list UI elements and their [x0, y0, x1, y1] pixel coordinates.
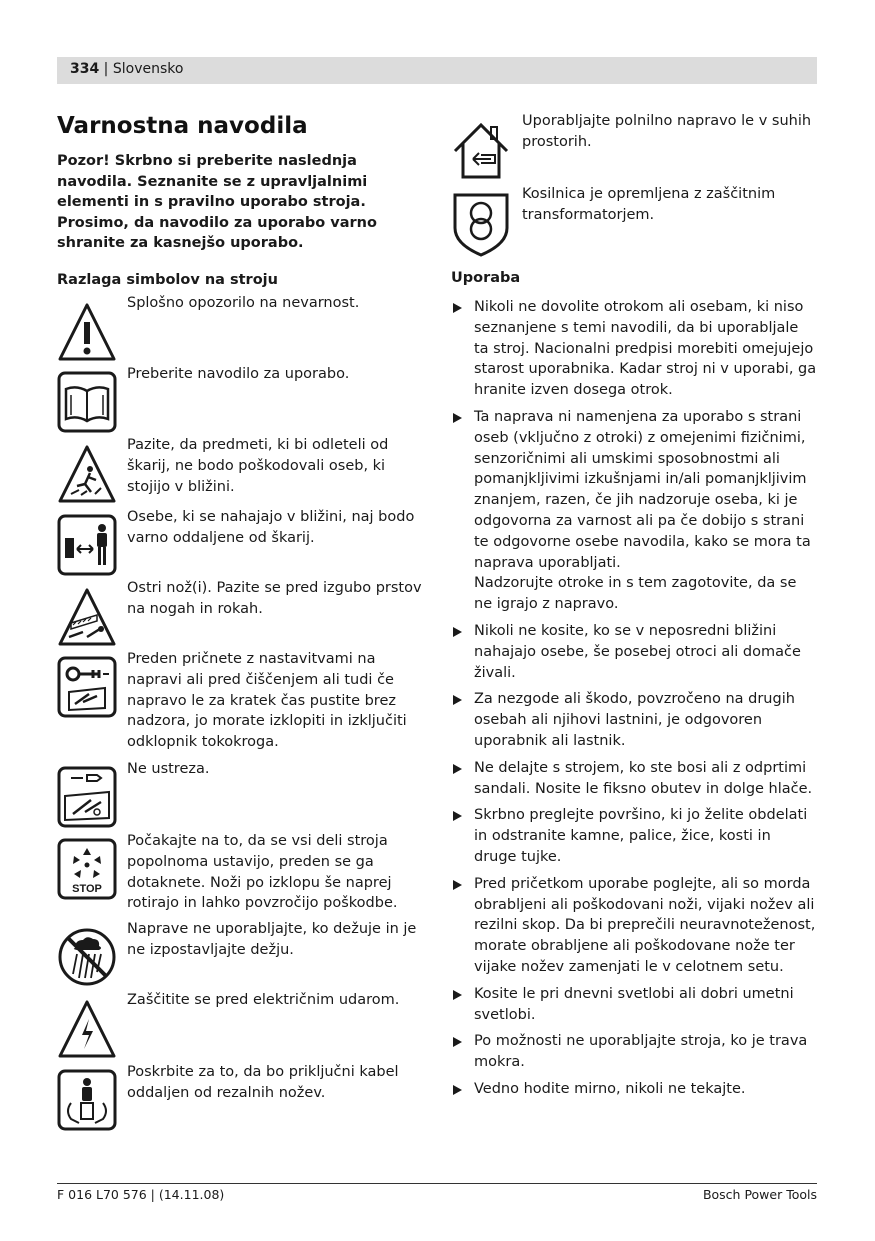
disconnect-plug-icon — [57, 656, 117, 718]
symbol-row — [57, 651, 427, 751]
footer-brand: Bosch Power Tools — [702, 1187, 817, 1202]
symbol-text: Splošno opozorilo na nevarnost. — [127, 295, 360, 311]
list-item: Kosite le pri dnevni svetlobi ali dobri umetni svetlobi. — [451, 984, 817, 1026]
list-item: Po možnosti ne uporabljajte stroja, ko je trava mokra. — [451, 1031, 817, 1073]
symbol-text: Preden pričnete z nastavitvami na napravi ali pred čiščenjem ali tudi če napravo le za kratek čas pustite brez nadzora, jo morate izklopiti in izključiti odklopnik tokokroga. — [127, 651, 407, 751]
bullet-triangle-icon — [453, 1085, 462, 1095]
wait-stop-icon — [57, 838, 117, 900]
electric-shock-icon — [57, 997, 117, 1059]
page-header — [57, 57, 817, 84]
footer-divider — [57, 1183, 817, 1184]
symbol-text: Pazite, da predmeti, ki bi odleteli od škarij, ne bodo poškodovali oseb, ki stojijo v bližini. — [127, 437, 389, 495]
bullet-triangle-icon — [453, 811, 462, 821]
bullet-triangle-icon — [453, 764, 462, 774]
sharp-blades-icon — [57, 585, 117, 647]
symbol-text: Ne ustreza. — [127, 761, 210, 777]
bullet-triangle-icon — [453, 695, 462, 705]
symbol-row — [57, 295, 427, 364]
page-number: 334 — [70, 61, 100, 77]
symbol-text: Ostri nož(i). Pazite se pred izgubo prstov na nogah in rokah. — [127, 580, 422, 617]
indoor-dry-icon — [451, 119, 511, 185]
bullet-triangle-icon — [453, 1037, 462, 1047]
bullet-triangle-icon — [453, 303, 462, 313]
list-item: Nikoli ne kosite, ko se v neposredni bližini nahajajo osebe, še posebej otroci ali domače živali. — [451, 621, 817, 683]
symbol-text: Počakajte na to, da se vsi deli stroja popolnoma ustavijo, preden se ga dotaknete. Noži po izklopu še naprej rotirajo in lahko povzročijo poškodbe. — [127, 833, 398, 912]
list-item: Za nezgode ali škodo, povzročeno na drugih osebah ali njihovi lastnini, je odgovoren uporabnik ali lastnik. — [451, 689, 817, 751]
right-symbol-text: Uporabljajte polnilno napravo le v suhih prostorih. — [522, 113, 812, 150]
keep-distance-icon — [57, 514, 117, 576]
symbol-row — [57, 1064, 427, 1133]
right-symbol-text: Kosilnica je opremljena z zaščitnim transformatorjem. — [522, 186, 776, 223]
symbols-heading: Razlaga simbolov na stroju — [57, 272, 278, 288]
list-item: Ta naprava ni namenjena za uporabo s strani oseb (vključno z otroki) z omejenimi fizičnimi, senzoričnimi ali umskimi sposobnostmi ali pomanjkljivimi izkušnjami in/ali pomanjkljivim znanjem, razen, če jih nadzoruje oseba, ki je odgovorna za varnost ali pa če dobijo s strani te odgovorne osebe navodila, kako se mora ta naprava uporabljati. Nadzorujte otroke in s tem zagotovite, da se ne igrajo z napravo. — [451, 407, 817, 615]
list-item: Vedno hodite mirno, nikoli ne tekajte. — [451, 1079, 817, 1100]
list-item: Ne delajte s strojem, ko ste bosi ali z odprtimi sandali. Nosite le fiksno obutev in dolge hlače. — [451, 758, 817, 800]
symbol-row — [57, 437, 427, 506]
symbol-text: Preberite navodilo za uporabo. — [127, 366, 350, 382]
header-language: Slovensko — [112, 61, 184, 77]
symbol-row — [57, 580, 427, 649]
read-manual-icon — [57, 371, 117, 433]
intro-text: Pozor! Skrbno si preberite naslednja navodila. Seznanite se z upravljalnimi elementi in s pravilno uporabo stroja. Prosimo, da navodilo za uporabo varno shranite za kasnejšo uporabo. — [57, 153, 377, 251]
cable-away-icon — [57, 1069, 117, 1131]
flying-objects-icon — [57, 442, 117, 504]
symbol-row — [57, 366, 427, 435]
symbol-text: Poskrbite za to, da bo priključni kabel oddaljen od rezalnih nožev. — [127, 1064, 399, 1101]
right-symbol-row — [451, 186, 821, 258]
bullet-triangle-icon — [453, 413, 462, 423]
symbol-text: Naprave ne uporabljajte, ko dežuje in je ne izpostavljajte dežju. — [127, 921, 417, 958]
bullet-triangle-icon — [453, 627, 462, 637]
bullet-triangle-icon — [453, 990, 462, 1000]
list-item: Skrbno preglejte površino, ki jo želite obdelati in odstranite kamne, palice, žice, kosti in druge tujke. — [451, 805, 817, 867]
usage-list — [451, 297, 817, 1106]
stop-label: STOP — [72, 883, 102, 895]
no-rain-icon — [57, 926, 117, 988]
list-item: Nikoli ne dovolite otrokom ali osebam, ki niso seznanjene s temi navodili, da bi uporabljale ta stroj. Nacionalni predpisi morebiti omejujejo starost uporabnika. Kadar stroj ni v uporabi, ga hranite izven dosega otrok. — [451, 297, 817, 401]
bullet-triangle-icon — [453, 880, 462, 890]
symbol-row — [57, 992, 427, 1061]
warning-triangle-icon — [57, 300, 117, 362]
list-item: Pred pričetkom uporabe poglejte, ali so morda obrabljeni ali poškodovani noži, vijaki nožev ali rezilni skop. Da bi preprečili neuravnoteženost, morate obrabljene ali poškodovane nože ter vijake nožev zamenjati le v celotnem setu. — [451, 874, 817, 978]
right-symbol-row — [451, 113, 821, 185]
footer-doc-id: F 016 L70 576 | (14.11.08) — [57, 1187, 225, 1202]
symbol-row — [57, 921, 427, 990]
symbol-row — [57, 509, 427, 578]
usage-note: Nadzorujte otroke in s tem zagotovite, da se ne igrajo z napravo. — [474, 575, 797, 613]
page-title: Varnostna navodila — [57, 113, 308, 139]
header-separator: | — [99, 61, 113, 77]
symbol-row — [57, 833, 427, 912]
safety-transformer-icon — [451, 192, 511, 258]
symbol-text: Osebe, ki se nahajajo v bližini, naj bodo varno oddaljene od škarij. — [127, 509, 415, 546]
symbol-text: Zaščitite se pred električnim udarom. — [127, 992, 400, 1008]
not-applicable-icon — [57, 766, 117, 828]
usage-heading: Uporaba — [451, 270, 521, 286]
symbol-row — [57, 761, 427, 830]
